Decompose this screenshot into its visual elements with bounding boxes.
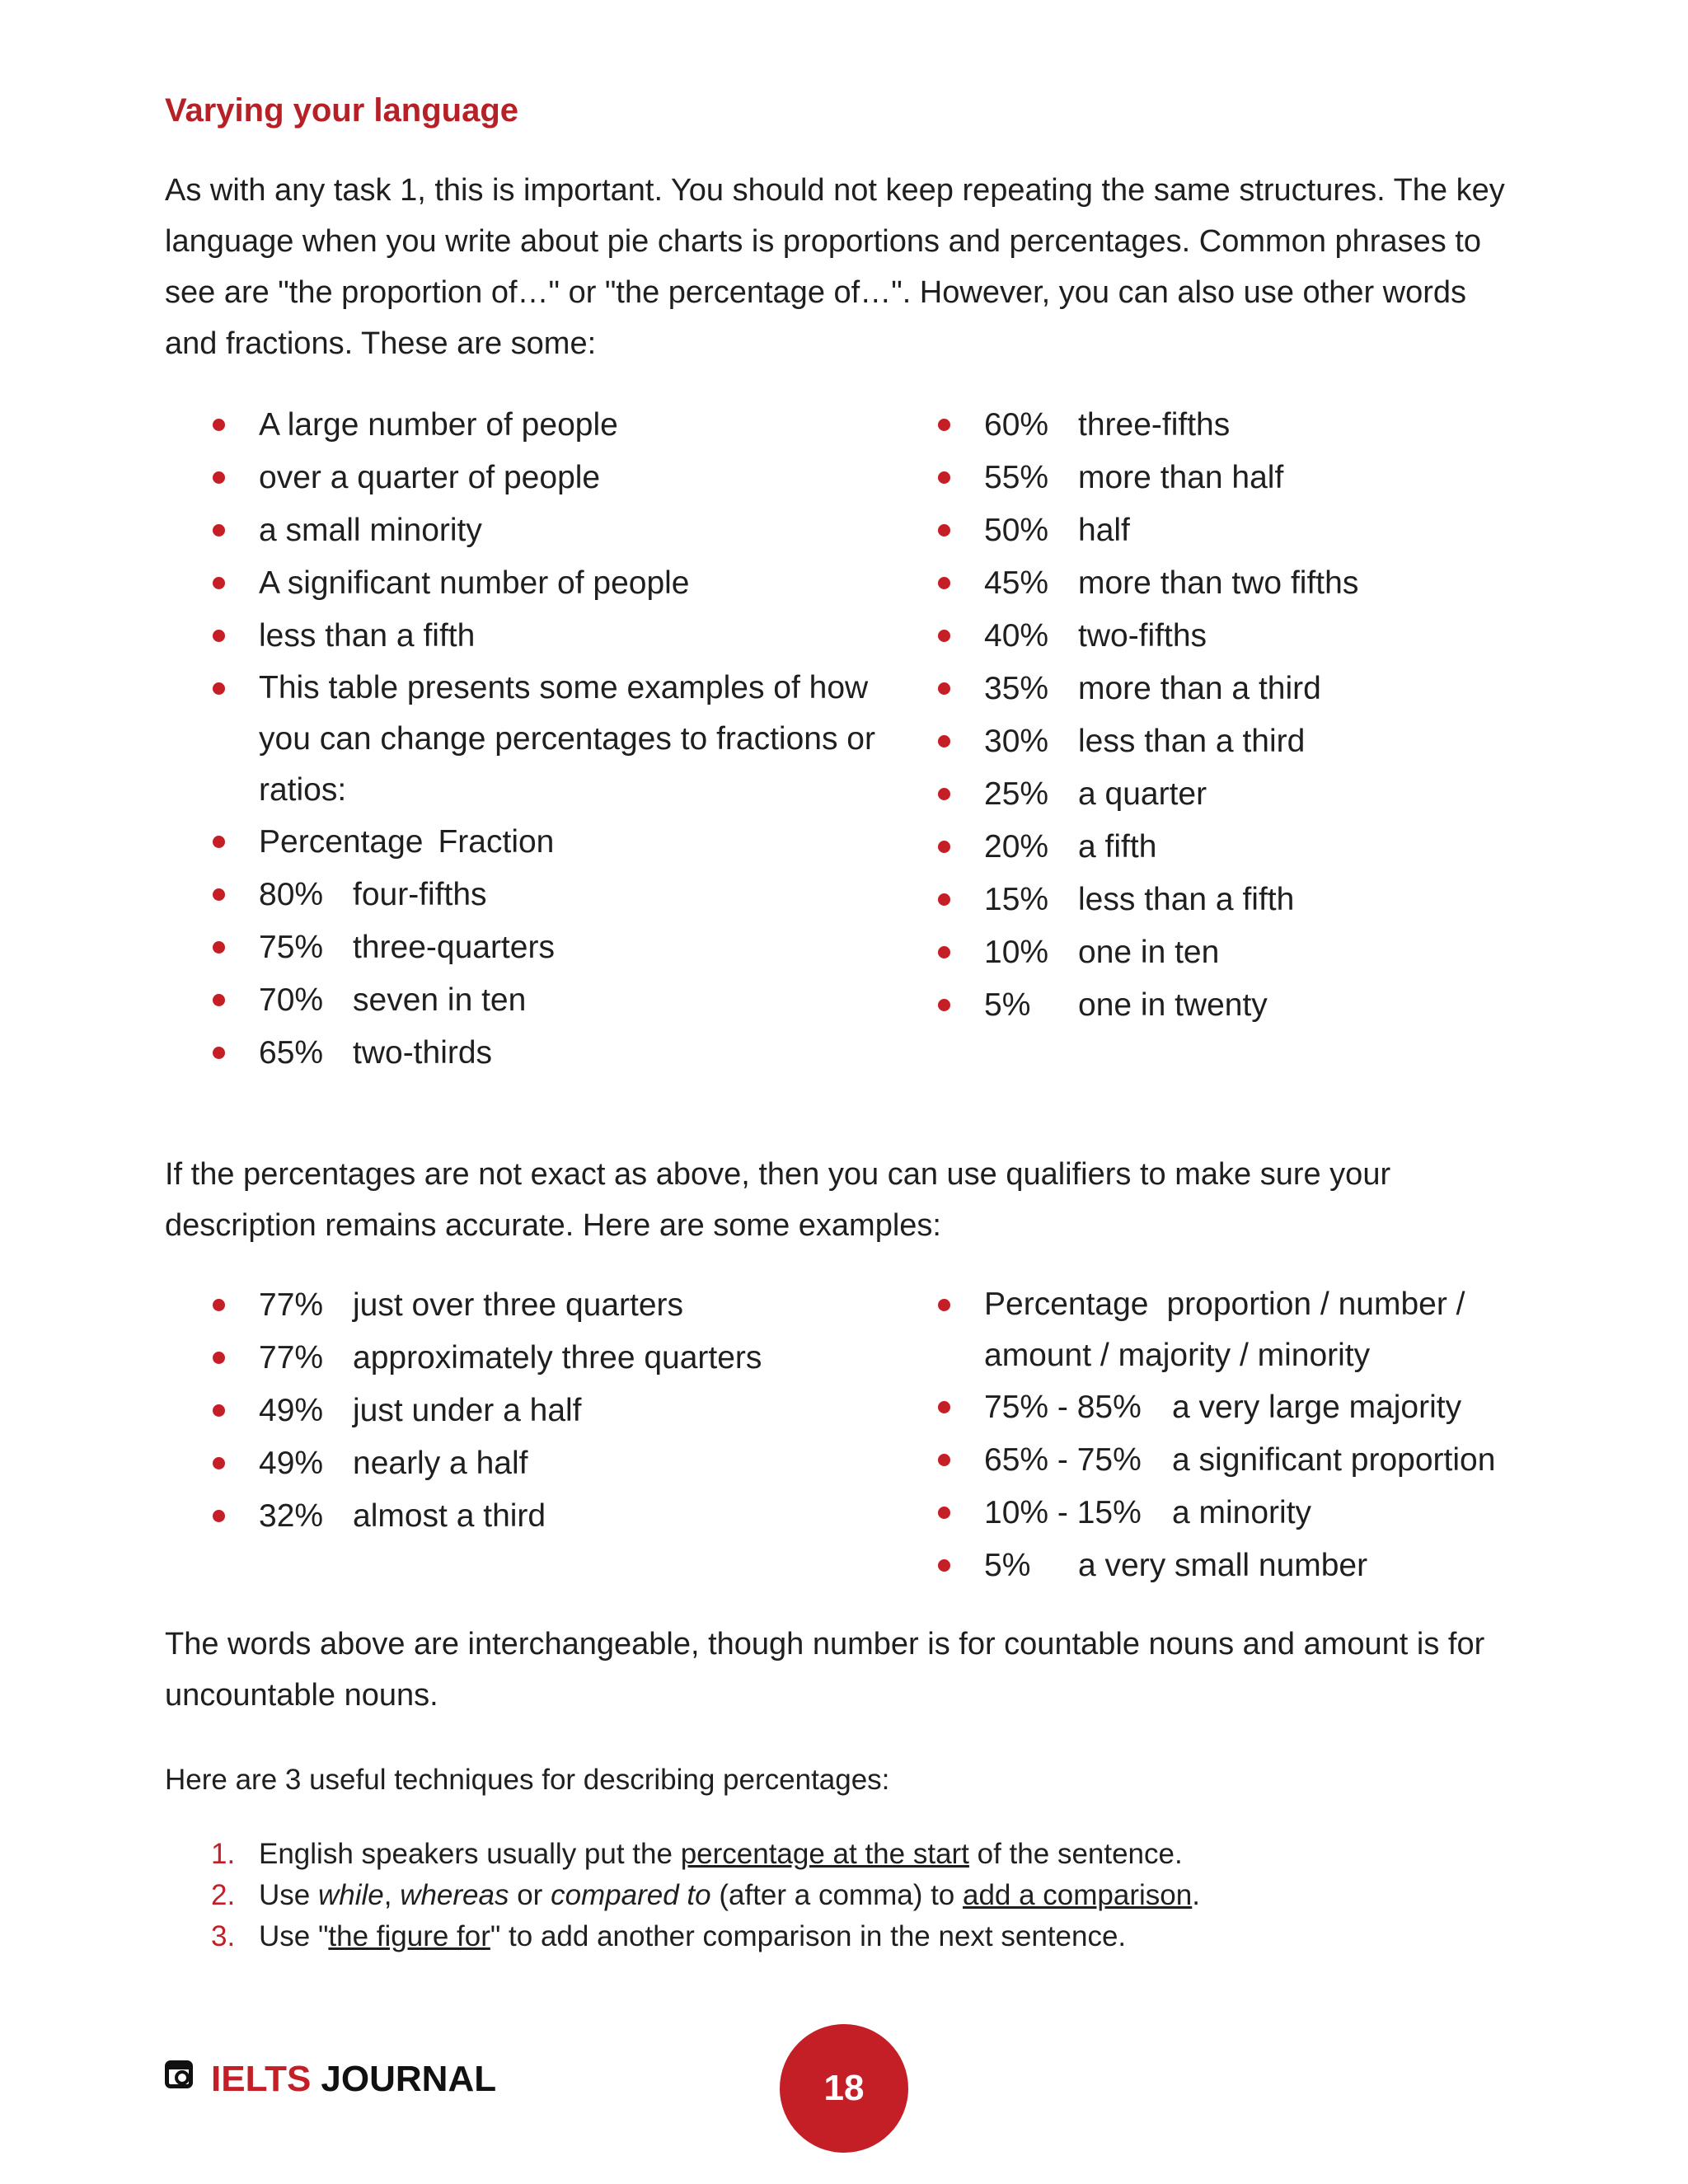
underlined-phrase: the figure for <box>328 1920 490 1952</box>
qualifiers-list-left <box>259 1279 885 1543</box>
bullet-icon <box>213 471 225 484</box>
techniques-list <box>211 1834 1200 1957</box>
table-row: 49% nearly a half <box>259 1437 885 1490</box>
bullet-icon <box>213 524 225 537</box>
bullet-icon <box>938 1559 950 1572</box>
table-row: 15% less than a fifth <box>984 874 1611 926</box>
table-header-row: Percentage Fraction <box>259 816 885 869</box>
table-row: 65% - 75% a significant proportion <box>984 1434 1545 1487</box>
table-row: 65% two-thirds <box>259 1027 885 1080</box>
table-row: 32% almost a third <box>259 1490 885 1543</box>
ielts-journal-logo: IELTS JOURNAL <box>165 2059 496 2100</box>
list-number: 2. <box>211 1879 236 1911</box>
bullet-icon <box>938 1299 950 1311</box>
bullet-icon <box>938 524 950 537</box>
bullet-icon <box>213 577 225 589</box>
bullet-icon <box>213 1299 225 1311</box>
table-row: 75% three-quarters <box>259 921 885 974</box>
bullet-icon <box>213 994 225 1006</box>
list-item: A significant number of people <box>259 557 885 610</box>
table-row: 30% less than a third <box>984 715 1611 768</box>
bullet-icon <box>213 836 225 848</box>
bullet-icon <box>213 941 225 954</box>
techniques-intro: Here are 3 useful techniques for describing percentages: <box>165 1764 890 1796</box>
bullet-icon <box>213 1457 225 1469</box>
bullet-icon <box>213 630 225 642</box>
table-row: 70% seven in ten <box>259 974 885 1027</box>
list-number: 1. <box>211 1838 236 1870</box>
bullet-icon <box>938 682 950 695</box>
bullet-icon <box>938 1507 950 1519</box>
bullet-icon <box>938 841 950 853</box>
bullet-icon <box>938 788 950 800</box>
instagram-icon <box>165 2060 193 2088</box>
table-row: 10% - 15% a minority <box>984 1487 1545 1540</box>
bullet-icon <box>213 888 225 901</box>
bullet-icon <box>213 1404 225 1417</box>
table-row: 49% just under a half <box>259 1385 885 1437</box>
table-row: 77% just over three quarters <box>259 1279 885 1332</box>
table-row: 75% - 85% a very large majority <box>984 1381 1545 1434</box>
list-item: a small minority <box>259 504 885 557</box>
table-row: 10% one in ten <box>984 926 1611 979</box>
table-row: 80% four-fifths <box>259 869 885 921</box>
bullet-icon <box>938 1401 950 1413</box>
bullet-icon <box>213 1510 225 1522</box>
table-row: 77% approximately three quarters <box>259 1332 885 1385</box>
bullet-icon <box>213 1352 225 1364</box>
bullet-icon <box>938 419 950 431</box>
bullet-icon <box>938 471 950 484</box>
bullet-icon <box>213 682 225 695</box>
qualifiers-list-right <box>984 1279 1545 1592</box>
table-row: 40% two-fifths <box>984 610 1611 663</box>
bullet-icon <box>938 577 950 589</box>
page-number-badge: 18 <box>780 2024 908 2153</box>
table-row: 5% one in twenty <box>984 979 1611 1032</box>
table-row: 50% half <box>984 504 1611 557</box>
underlined-phrase: add a comparison <box>963 1879 1193 1911</box>
table-row: 55% more than half <box>984 452 1611 504</box>
table-header-row: Percentage proportion / number / amount / majority / minority <box>984 1279 1545 1381</box>
bullet-icon <box>938 946 950 958</box>
list-item: A large number of people <box>259 399 885 452</box>
fractions-list-right <box>984 399 1611 1032</box>
list-item: over a quarter of people <box>259 452 885 504</box>
bullet-icon <box>938 893 950 906</box>
bullet-icon <box>938 999 950 1011</box>
interchangeable-paragraph: The words above are interchangeable, though number is for countable nouns and amount is for uncountable nouns. <box>165 1627 1485 1713</box>
table-row: 60% three-fifths <box>984 399 1611 452</box>
bullet-icon <box>938 1454 950 1466</box>
bullet-icon <box>938 630 950 642</box>
table-row: 25% a quarter <box>984 768 1611 821</box>
list-item: 1. English speakers usually put the percentage at the start of the sentence. <box>259 1834 1200 1875</box>
bullet-icon <box>938 735 950 748</box>
bullet-icon <box>213 1047 225 1059</box>
bullet-icon <box>213 419 225 431</box>
underlined-phrase: percentage at the start <box>680 1838 969 1870</box>
table-row: 5% a very small number <box>984 1540 1545 1592</box>
list-item: This table presents some examples of how you can change percentages to fractions or ratios: <box>259 663 885 816</box>
qualifier-paragraph: If the percentages are not exact as above, then you can use qualifiers to make sure your description remains accurate. Here are some examples: <box>165 1157 1391 1243</box>
list-item: less than a fifth <box>259 610 885 663</box>
section-heading: Varying your language <box>165 92 519 129</box>
intro-paragraph: As with any task 1, this is important. You should not keep repeating the same structures. The key language when you write about pie charts is proportions and percentages. Common phrases to see are "the proportion of…" or "the percentage of…". However, you can also use other words and fractions. These are some: <box>165 173 1505 361</box>
list-number: 3. <box>211 1920 236 1952</box>
table-row: 35% more than a third <box>984 663 1611 715</box>
fractions-list-left <box>259 399 885 1080</box>
table-row: 45% more than two fifths <box>984 557 1611 610</box>
table-row: 20% a fifth <box>984 821 1611 874</box>
list-item: 3. Use "the figure for" to add another comparison in the next sentence. <box>259 1916 1200 1957</box>
list-item: 2. Use while, whereas or compared to (after a comma) to add a comparison. <box>259 1875 1200 1916</box>
